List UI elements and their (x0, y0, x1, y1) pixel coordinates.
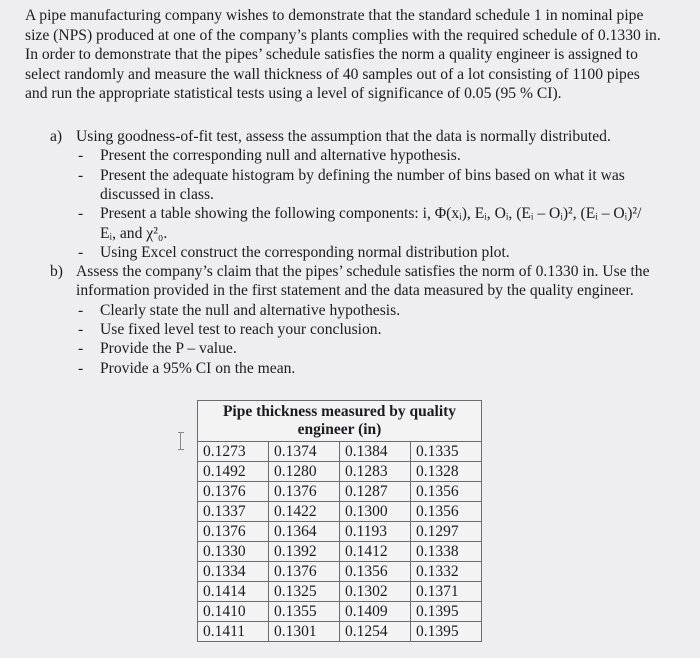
table-cell: 0.1338 (411, 542, 482, 562)
intro-line: size (NPS) produced at one of the company’s plants complies with the required schedule of 0.1330 in. (25, 26, 661, 44)
table-row (198, 502, 482, 522)
table-cell: 0.1283 (340, 462, 411, 482)
part-a-bullet: Eᵢ, and χ²₀. (100, 224, 168, 242)
part-a-label: a) (50, 128, 63, 145)
table-cell: 0.1301 (269, 622, 340, 642)
table-cell: 0.1414 (198, 582, 269, 602)
table-cell: 0.1302 (340, 582, 411, 602)
table-row (198, 582, 482, 602)
table-cell: 0.1422 (269, 502, 340, 522)
table-cell: 0.1356 (411, 502, 482, 522)
part-a-bullet: discussed in class. (100, 185, 214, 203)
part-b-bullet: Clearly state the null and alternative hypothesis. (100, 301, 401, 319)
table-cell: 0.1332 (411, 562, 482, 582)
text-cursor-icon (178, 432, 184, 450)
part-b-label: b) (50, 263, 63, 281)
table-cell: 0.1392 (269, 542, 340, 562)
table-cell: 0.1300 (340, 502, 411, 522)
part-b-text: Assess the company’s claim that the pipes’ schedule satisfies the norm of 0.1330 in. Use the (76, 263, 650, 281)
bullet-dash-icon: - (78, 301, 84, 319)
table-cell: 0.1325 (269, 582, 340, 602)
part-a-bullet: Using Excel construct the corresponding normal distribution plot. (100, 243, 510, 261)
part-b-bullet: Provide a 95% CI on the mean. (100, 359, 296, 377)
bullet-dash-icon: - (78, 147, 84, 165)
table-cell: 0.1492 (198, 462, 269, 482)
table-cell: 0.1193 (340, 522, 411, 542)
table-cell: 0.1335 (411, 442, 482, 462)
table-cell: 0.1355 (269, 602, 340, 622)
bullet-dash-icon: - (78, 359, 84, 377)
table-cell: 0.1376 (198, 482, 269, 502)
table-cell: 0.1297 (411, 522, 482, 542)
table-row (198, 622, 482, 642)
intro-line: In order to demonstrate that the pipes’ schedule satisfies the norm a quality engineer is assigned to (25, 46, 638, 64)
table-row (198, 462, 482, 482)
bullet-dash-icon: - (78, 243, 84, 261)
table-row (198, 442, 482, 462)
table-cell: 0.1334 (198, 562, 269, 582)
table-cell: 0.1410 (198, 602, 269, 622)
table-cell: 0.1330 (198, 542, 269, 562)
table-cell: 0.1384 (340, 442, 411, 462)
part-a-bullet: Present the adequate histogram by defining the number of bins based on what it was (100, 166, 625, 184)
table-title: Pipe thickness measured by quality engineer (in) (198, 401, 482, 442)
table-cell: 0.1287 (340, 482, 411, 502)
table-cell: 0.1409 (340, 602, 411, 622)
table-cell: 0.1376 (269, 562, 340, 582)
table-row (198, 522, 482, 542)
bullet-dash-icon: - (78, 340, 84, 358)
part-b-text: information provided in the first statement and the data measured by the quality engineer. (76, 282, 634, 300)
bullet-dash-icon: - (78, 321, 84, 338)
table-cell: 0.1376 (198, 522, 269, 542)
intro-line: select randomly and measure the wall thickness of 40 samples out of a lot consisting of 1100 pipes (25, 65, 640, 83)
table-cell: 0.1273 (198, 442, 269, 462)
table-cell: 0.1337 (198, 502, 269, 522)
table-cell: 0.1328 (411, 462, 482, 482)
table-row (198, 602, 482, 622)
table-cell: 0.1356 (340, 562, 411, 582)
table-cell: 0.1395 (411, 602, 482, 622)
table-row (198, 542, 482, 562)
table-cell: 0.1412 (340, 542, 411, 562)
pipe-thickness-table (197, 400, 482, 642)
part-a-bullet: Present a table showing the following components: i, Φ(xᵢ), Eᵢ, Oᵢ, (Eᵢ – Oᵢ)², (Eᵢ – Oᵢ)²/ (100, 205, 642, 223)
bullet-dash-icon: - (78, 166, 84, 184)
table-row (198, 562, 482, 582)
part-b-bullet: Use fixed level test to reach your conclusion. (100, 321, 382, 338)
table-cell: 0.1356 (411, 482, 482, 502)
table-row (198, 482, 482, 502)
part-a-bullet: Present the corresponding null and alternative hypothesis. (100, 147, 461, 165)
intro-line: A pipe manufacturing company wishes to demonstrate that the standard schedule 1 in nominal pipe (25, 7, 644, 24)
table-cell: 0.1254 (340, 622, 411, 642)
table-cell: 0.1411 (198, 622, 269, 642)
table-cell: 0.1280 (269, 462, 340, 482)
bullet-dash-icon: - (78, 205, 84, 223)
table-cell: 0.1371 (411, 582, 482, 602)
table-cell: 0.1364 (269, 522, 340, 542)
part-a-text: Using goodness-of-fit test, assess the assumption that the data is normally distributed. (76, 128, 611, 145)
table-cell: 0.1395 (411, 622, 482, 642)
part-b-bullet: Provide the P – value. (100, 340, 237, 358)
table-cell: 0.1376 (269, 482, 340, 502)
intro-line: and run the appropriate statistical tests using a level of significance of 0.05 (95 % CI). (25, 85, 562, 103)
table-cell: 0.1374 (269, 442, 340, 462)
